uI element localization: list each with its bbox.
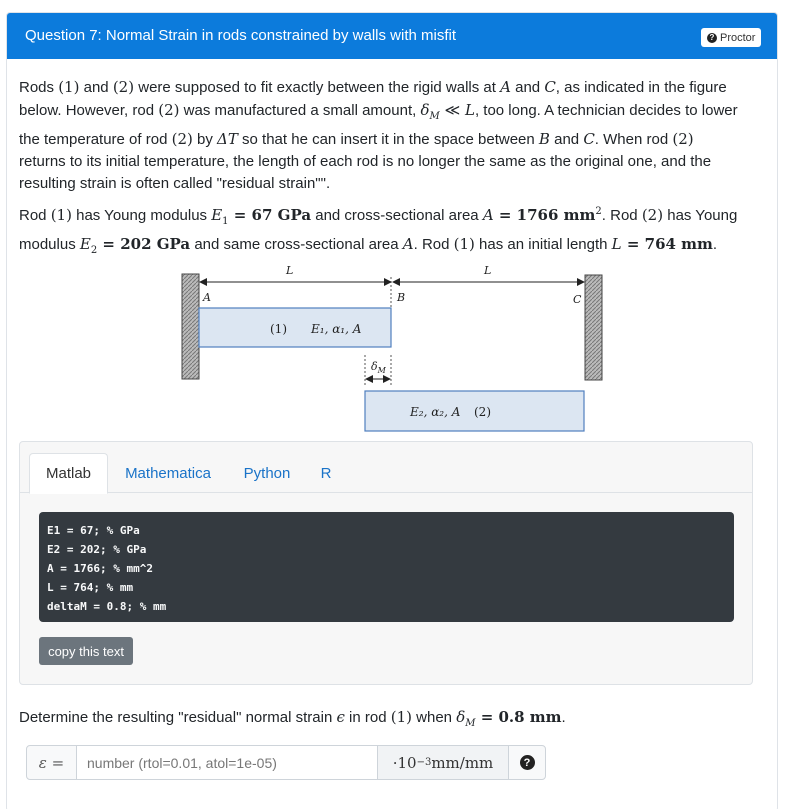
label-A: A bbox=[203, 291, 211, 304]
rod-1 bbox=[199, 308, 391, 347]
rod-2-properties: E₂, α₂, A bbox=[410, 405, 461, 419]
label-L2: L bbox=[484, 264, 492, 277]
right-wall bbox=[585, 275, 602, 380]
proctor-button[interactable] bbox=[701, 28, 761, 47]
code-panel bbox=[19, 441, 753, 685]
problem-paragraph-1: Rods (1) and (2) were supposed to fit exactly between the rigid walls at A and C, as indicated in the figure below. However, rod (2) was manufactured a small amount, $\delta_M$ ≪ L, too long. A technician decides to lower the temperature of rod (2) by ΔT so that he can insert it in the space between B and C. When rod (2) returns to its initial temperature, the length of each rod is no longer the same as the original one, and the resulting strain is often called "residual strain"". bbox=[19, 78, 738, 192]
help-button[interactable] bbox=[508, 745, 546, 780]
answer-input[interactable] bbox=[76, 745, 378, 780]
code-block bbox=[39, 512, 734, 622]
answer-row bbox=[26, 745, 546, 780]
rods-walls-figure bbox=[172, 255, 612, 440]
copy-text-button[interactable]: copy this text bbox=[39, 637, 133, 665]
code-text: E1 = 67; % GPa E2 = 202; % GPa A = 1766; % mm^2 L = 764; % mm deltaM = 0.8; % mm bbox=[47, 524, 167, 613]
question-title: Question 7: Normal Strain in rods constrained by walls with misfit bbox=[25, 27, 457, 44]
question-circle-icon: ? bbox=[707, 33, 717, 43]
tab-mathematica[interactable]: Mathematica bbox=[125, 465, 211, 482]
problem-paragraph-2: Rod (1) has Young modulus $E_1 = 67$ GPa and cross-sectional area A = 1766 $mm^2$. Rod (2) has Young modulus $E_2 = 202$ GPa and same cross-sectional area A. Rod (1) has an initial length L = 764 mm. bbox=[19, 206, 738, 256]
delta-m-label: $\delta_M$ bbox=[371, 360, 386, 375]
tab-matlab[interactable]: Matlab bbox=[29, 453, 108, 494]
label-B: B bbox=[397, 291, 406, 304]
tab-python[interactable]: Python bbox=[243, 465, 291, 482]
epsilon-label: ε = bbox=[26, 745, 77, 780]
units-label: ·10 −3 mm/mm bbox=[377, 745, 509, 780]
left-wall bbox=[182, 274, 199, 379]
card-header bbox=[7, 13, 777, 59]
proctor-label: Proctor bbox=[720, 31, 756, 44]
question-circle-icon: ? bbox=[520, 755, 535, 770]
rod-1-properties: E₁, α₁, A bbox=[311, 322, 362, 336]
tab-r[interactable]: R bbox=[320, 465, 332, 482]
rod-2-number: (2) bbox=[474, 405, 491, 419]
label-C: C bbox=[573, 293, 582, 306]
label-L1: L bbox=[286, 264, 294, 277]
question-prompt: Determine the resulting "residual" normal strain ϵ in rod (1) when $\delta_M = 0.8$ mm. bbox=[19, 708, 566, 729]
language-tabs bbox=[20, 442, 752, 493]
rod-1-number: (1) bbox=[270, 322, 287, 336]
